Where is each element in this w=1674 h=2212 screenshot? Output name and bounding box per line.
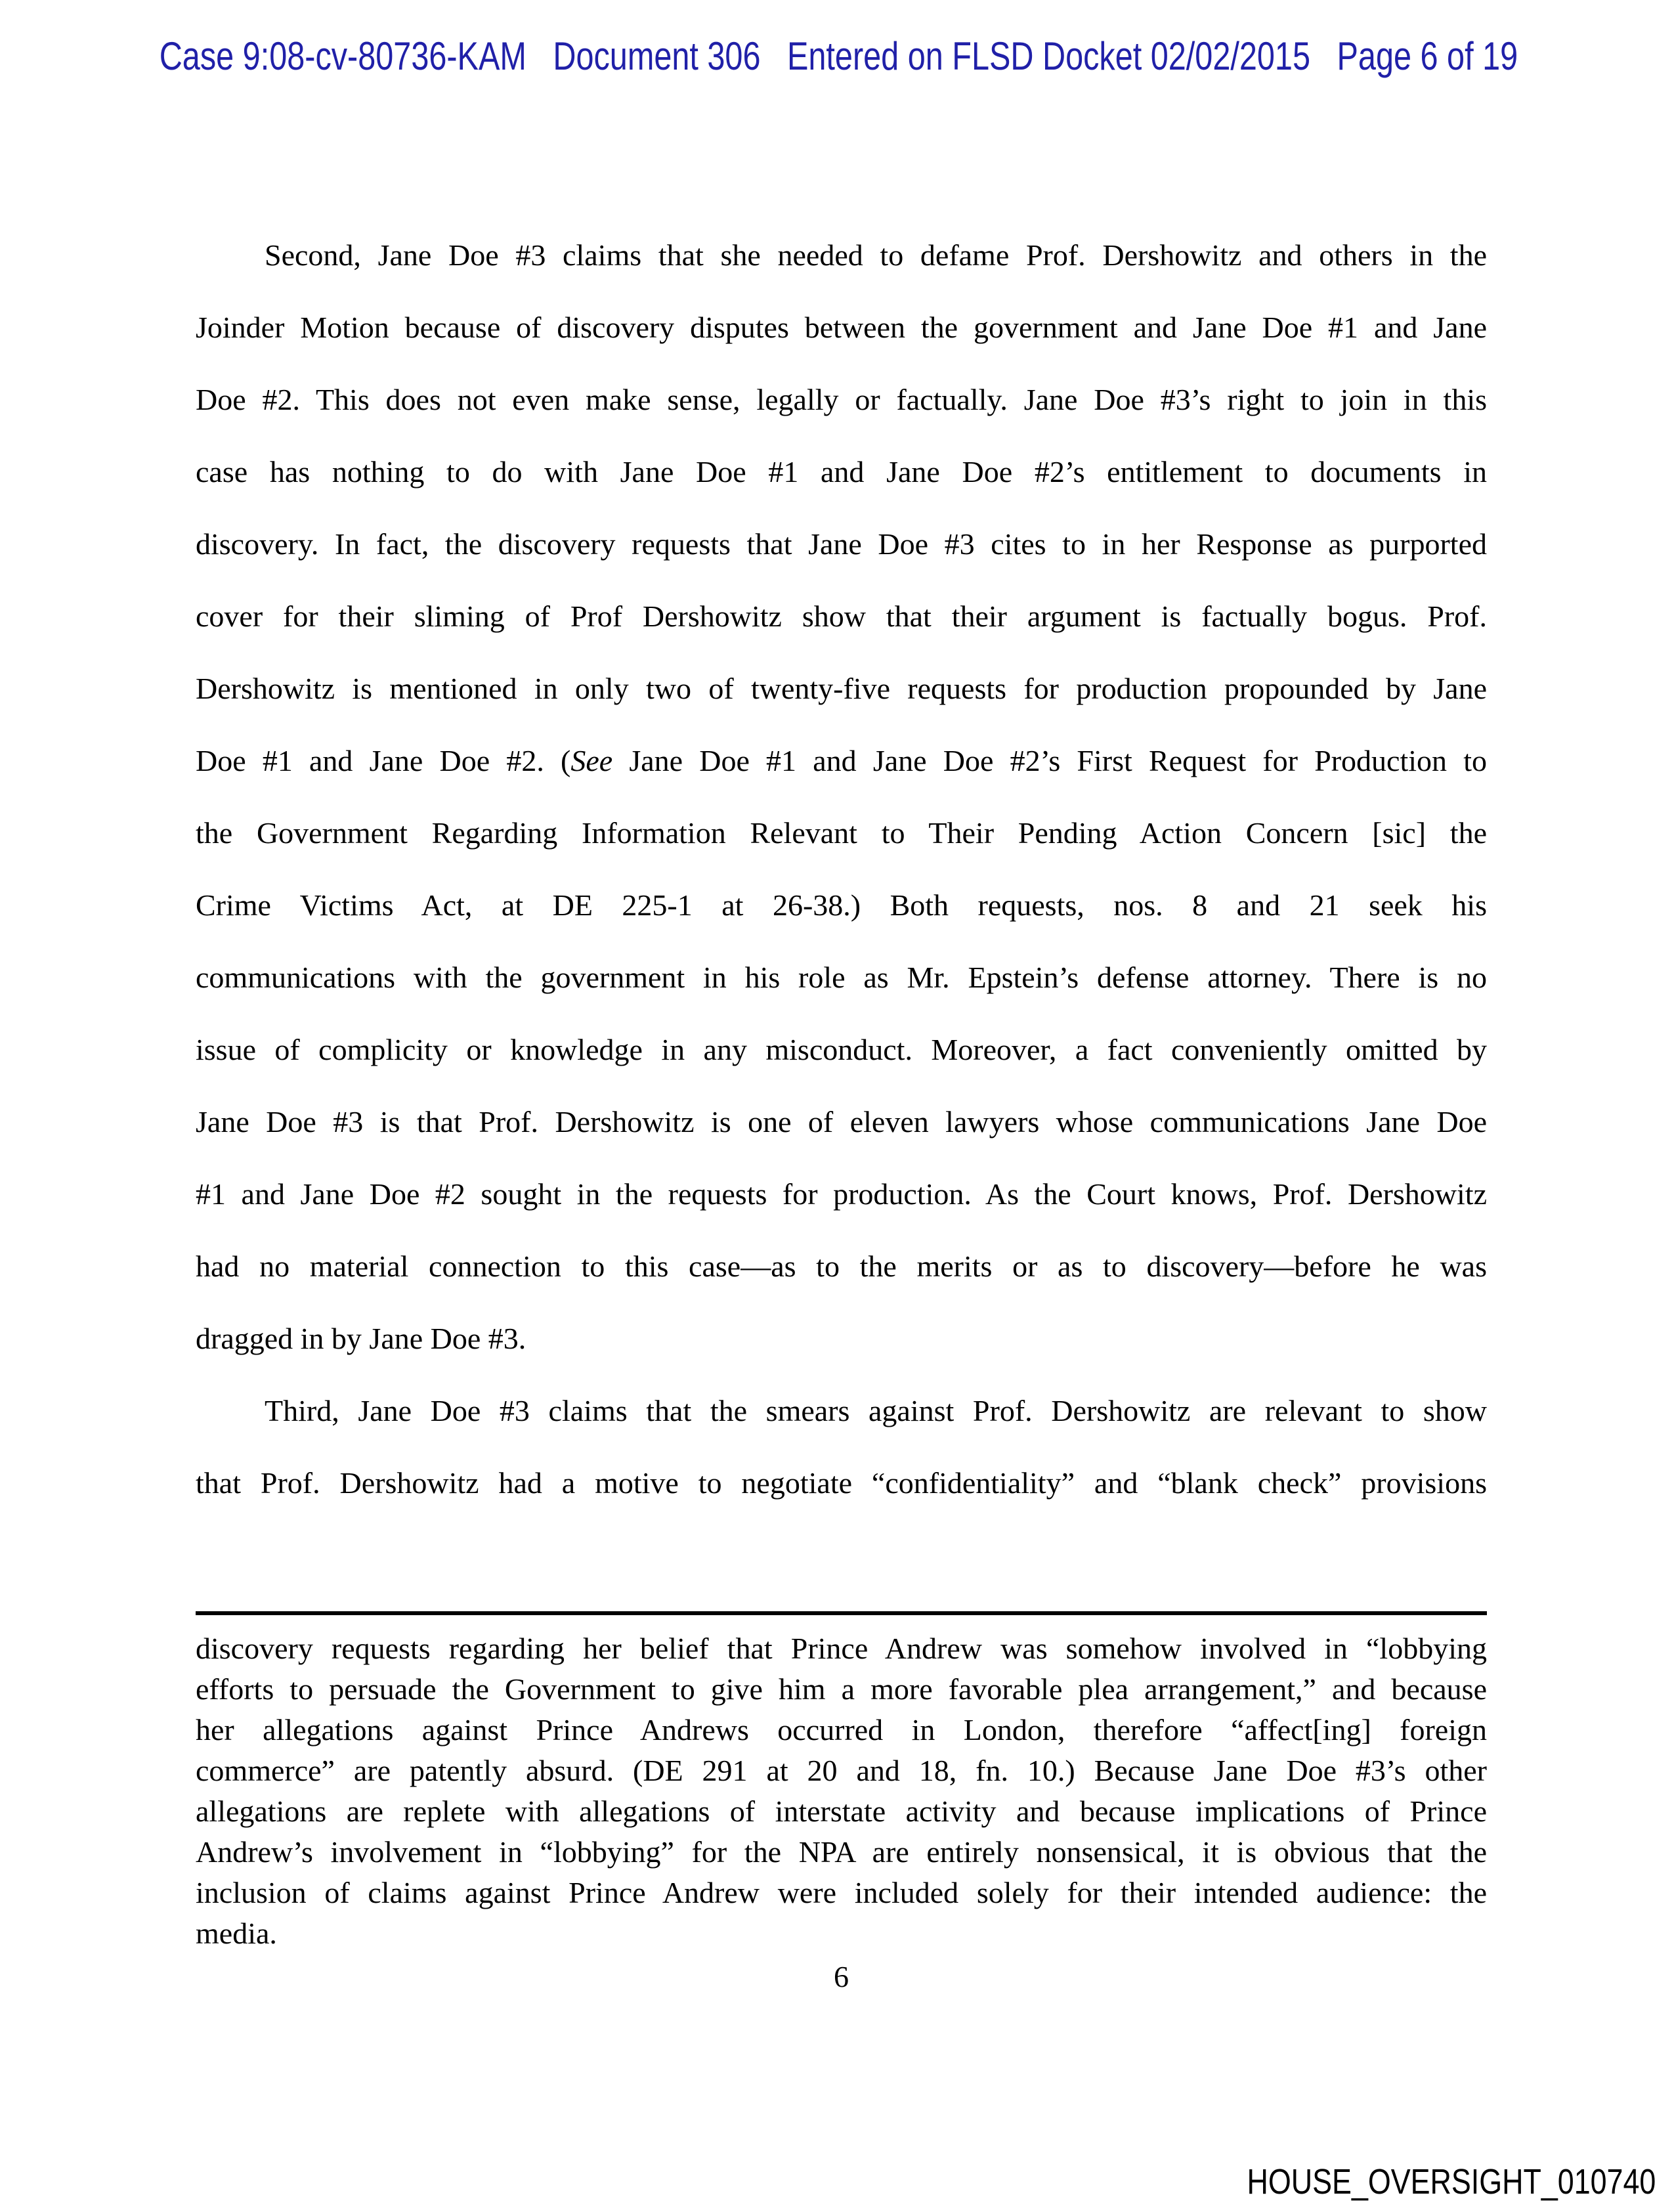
text-segment: Joinder Motion because of discovery disputes between the government and Jane Doe #1 and Jane (196, 311, 1487, 344)
text-segment: #1 and Jane Doe #2 sought in the requests for production. As the Court knows, Prof. Dershowitz (196, 1177, 1487, 1211)
text-segment: Dershowitz is mentioned in only two of twenty-five requests for production propounded by Jane (196, 672, 1487, 705)
text-line (196, 1873, 1487, 1913)
italic-text-segment: See (570, 744, 613, 777)
text-segment: inclusion of claims against Prince Andrew were included solely for their intended audience: the (196, 1876, 1487, 1909)
text-line (196, 1791, 1487, 1832)
text-line (196, 797, 1487, 869)
text-segment: discovery. In fact, the discovery requests that Jane Doe #3 cites to in her Response as purported (196, 527, 1487, 561)
text-segment: efforts to persuade the Government to give him a more favorable plea arrangement,” and because (196, 1672, 1487, 1706)
text-line (196, 653, 1487, 725)
text-line (196, 725, 1487, 797)
text-segment: issue of complicity or knowledge in any misconduct. Moreover, a fact conveniently omitted by (196, 1033, 1487, 1066)
text-segment: cover for their sliming of Prof Dershowitz show that their argument is factually bogus. Prof. (196, 599, 1487, 633)
text-segment: had no material connection to this case—as to the merits or as to discovery—before he was (196, 1249, 1487, 1283)
text-line (196, 508, 1487, 580)
text-segment: commerce” are patently absurd. (DE 291 at 20 and 18, fn. 10.) Because Jane Doe #3’s other (196, 1754, 1487, 1787)
text-line (196, 1230, 1487, 1303)
text-line (196, 1303, 1487, 1375)
text-segment: Doe #2. This does not even make sense, legally or factually. Jane Doe #3’s right to join in this (196, 383, 1487, 416)
text-segment: that Prof. Dershowitz had a motive to negotiate “confidentiality” and “blank check” provisions (196, 1466, 1487, 1500)
text-segment: Crime Victims Act, at DE 225-1 at 26-38.) Both requests, nos. 8 and 21 seek his (196, 888, 1487, 922)
text-line (196, 1086, 1487, 1158)
text-line (196, 580, 1487, 653)
page-number: 6 (834, 1960, 849, 1993)
text-segment: dragged in by Jane Doe #3. (196, 1322, 526, 1355)
text-segment: Jane Doe #3 is that Prof. Dershowitz is one of eleven lawyers whose communications Jane Doe (196, 1105, 1487, 1139)
bates-stamp (1163, 2163, 1656, 2201)
cmecf-docket-header-stamp (0, 36, 1674, 77)
text-segment: Andrew’s involvement in “lobbying” for the NPA are entirely nonsensical, it is obvious that the (196, 1835, 1487, 1869)
text-segment: the Government Regarding Information Relevant to Their Pending Action Concern [sic] the (196, 816, 1487, 850)
cmecf-docket-header-text: Case 9:08-cv-80736-KAM Document 306 Entered on FLSD Docket 02/02/2015 Page 6 of 19 (159, 34, 1518, 78)
text-line (196, 1750, 1487, 1791)
text-segment: Second, Jane Doe #3 claims that she needed to defame Prof. Dershowitz and others in the (265, 238, 1487, 272)
text-line (196, 1710, 1487, 1750)
text-segment: case has nothing to do with Jane Doe #1 and Jane Doe #2’s entitlement to documents in (196, 455, 1487, 488)
footnote-text (196, 1628, 1487, 1954)
text-segment: Jane Doe #1 and Jane Doe #2’s First Request for Production to (612, 744, 1487, 777)
bates-stamp-text: HOUSE_OVERSIGHT_010740 (1247, 2162, 1656, 2201)
text-line (196, 1628, 1487, 1669)
text-line (196, 942, 1487, 1014)
footnote-separator-rule (196, 1611, 1487, 1615)
text-segment: discovery requests regarding her belief that Prince Andrew was somehow involved in “lobbying (196, 1632, 1487, 1665)
text-line (196, 436, 1487, 508)
text-line (196, 1375, 1487, 1447)
text-line (196, 1014, 1487, 1086)
text-line (196, 1913, 1487, 1954)
text-segment: media. (196, 1917, 277, 1950)
text-line (196, 1158, 1487, 1230)
text-line (196, 364, 1487, 436)
text-line (196, 219, 1487, 292)
text-segment: allegations are replete with allegations of interstate activity and because implications of Prince (196, 1794, 1487, 1828)
text-line (196, 1447, 1487, 1519)
text-segment: her allegations against Prince Andrews occurred in London, therefore “affect[ing] foreign (196, 1713, 1487, 1746)
text-segment: Third, Jane Doe #3 claims that the smears against Prof. Dershowitz are relevant to show (265, 1394, 1487, 1427)
text-line (196, 292, 1487, 364)
text-line (196, 869, 1487, 942)
text-segment: communications with the government in his role as Mr. Epstein’s defense attorney. There is no (196, 961, 1487, 994)
motion-body-text (196, 219, 1487, 1519)
text-segment: Doe #1 and Jane Doe #2. ( (196, 744, 571, 777)
text-line (196, 1669, 1487, 1710)
text-line (196, 1832, 1487, 1873)
